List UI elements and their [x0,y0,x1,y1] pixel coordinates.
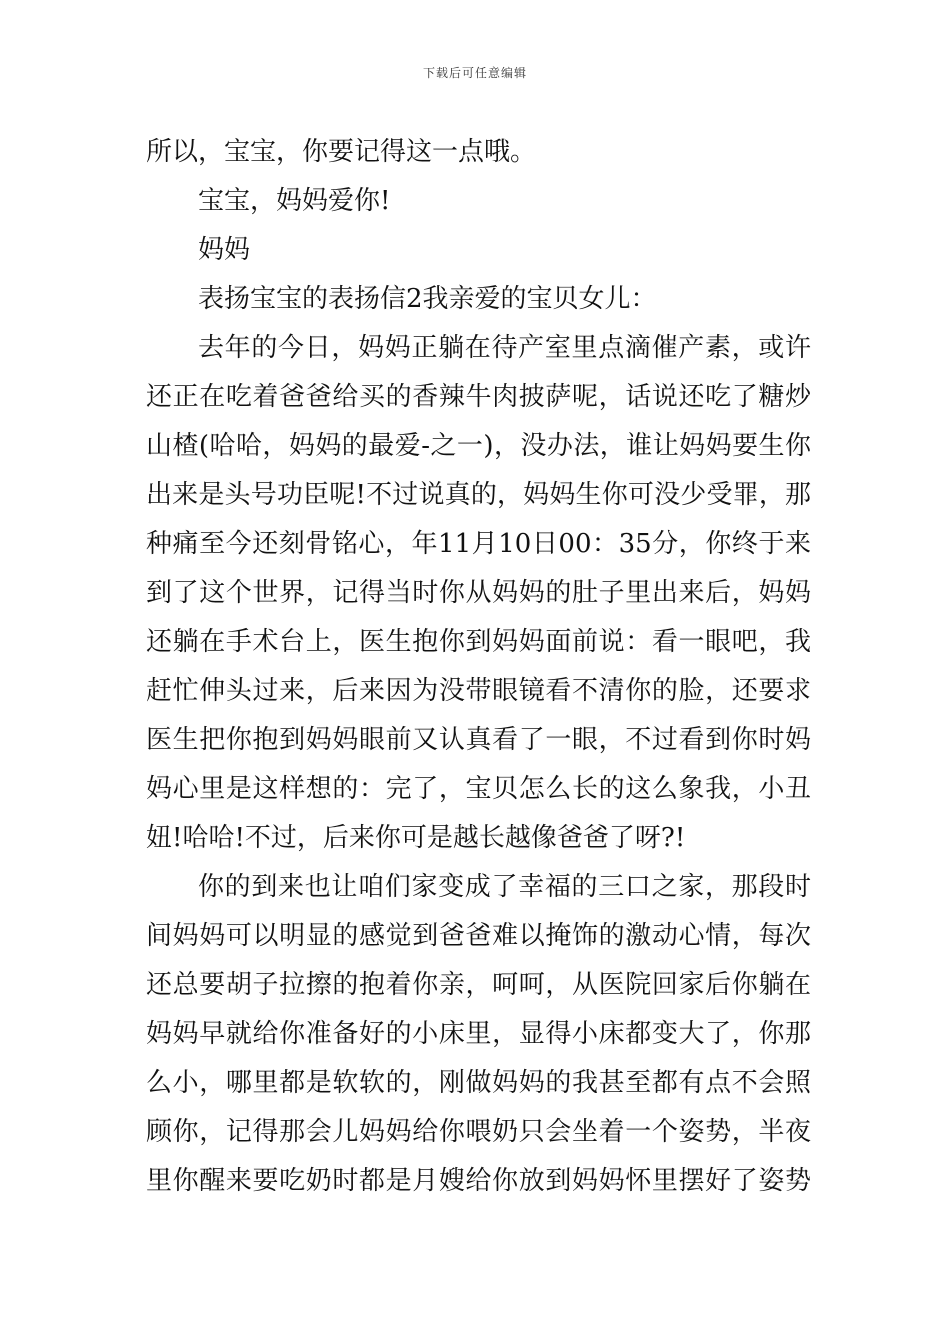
text-line: 还总要胡子拉擦的抱着你亲，呵呵，从医院回家后你躺在 [146,970,811,1000]
text-line: 种痛至今还刻骨铭心，年11月10日00：35分，你终于来 [146,529,811,559]
text-line: 妈妈 [198,235,251,265]
text-line: 到了这个世界，记得当时你从妈妈的肚子里出来后，妈妈 [146,578,811,608]
text-line: 么小，哪里都是软软的，刚做妈妈的我甚至都有点不会照 [146,1068,811,1098]
text-line: 去年的今日，妈妈正躺在待产室里点滴催产素，或许 [198,333,811,363]
text-line: 里你醒来要吃奶时都是月嫂给你放到妈妈怀里摆好了姿势 [146,1166,811,1196]
text-line: 医生把你抱到妈妈眼前又认真看了一眼，不过看到你时妈 [146,725,811,755]
text-line: 宝宝，妈妈爱你! [198,186,391,216]
text-line: 所以，宝宝，你要记得这一点哦。 [146,137,537,167]
text-line: 间妈妈可以明显的感觉到爸爸难以掩饰的激动心情，每次 [146,921,811,951]
text-line: 顾你，记得那会儿妈妈给你喂奶只会坐着一个姿势，半夜 [146,1117,811,1147]
text-line: 妈心里是这样想的：完了，宝贝怎么长的这么象我，小丑 [146,774,811,804]
document-body [146,128,811,1206]
text-line: 赶忙伸头过来，后来因为没带眼镜看不清你的脸，还要求 [146,676,811,706]
text-line: 山楂(哈哈，妈妈的最爱-之一)，没办法，谁让妈妈要生你 [146,431,811,461]
text-line: 表扬宝宝的表扬信2我亲爱的宝贝女儿： [198,284,657,314]
text-line: 妞!哈哈!不过，后来你可是越长越像爸爸了呀?! [146,823,686,853]
text-line: 还正在吃着爸爸给买的香辣牛肉披萨呢，话说还吃了糖炒 [146,382,811,412]
text-line: 妈妈早就给你准备好的小床里，显得小床都变大了，你那 [146,1019,811,1049]
text-line: 还躺在手术台上，医生抱你到妈妈面前说：看一眼吧，我 [146,627,811,657]
page-header: 下载后可任意编辑 [422,66,527,80]
text-line: 你的到来也让咱们家变成了幸福的三口之家，那段时 [198,872,811,902]
text-line: 出来是头号功臣呢!不过说真的，妈妈生你可没少受罪，那 [146,480,811,510]
